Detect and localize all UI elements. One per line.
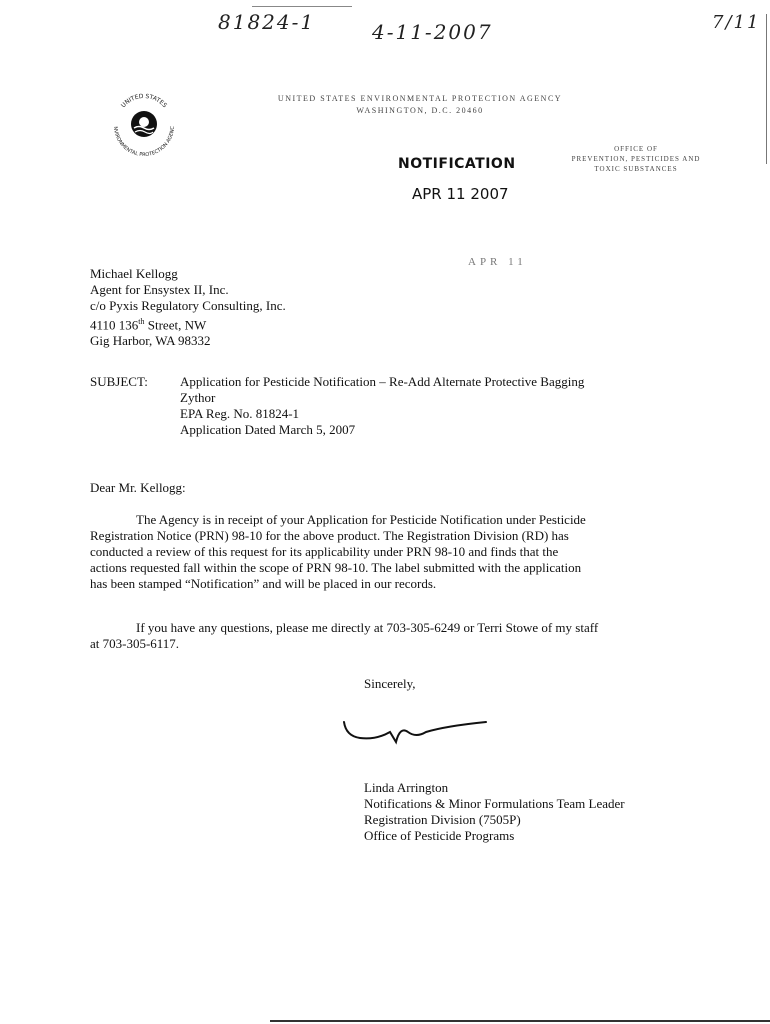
paragraph-2-line2: at 703-305-6117. [90, 636, 180, 651]
signature-icon [336, 712, 496, 752]
scan-bottom-line [270, 1020, 770, 1022]
subject-line1: Application for Pesticide Notification – Re-Add Alternate Protective Bagging [180, 374, 585, 389]
paragraph-1-line4: actions requested fall within the scope of PRN 98-10. The label submitted with the application [90, 560, 582, 575]
paragraph-1 [90, 512, 690, 592]
subject-line2: Zythor [180, 390, 216, 405]
signatory-division: Registration Division (7505P) [364, 812, 521, 827]
handwritten-date: 4-11-2007 [372, 20, 493, 44]
svg-text:UNITED STATES [120, 93, 168, 109]
date-stamp: APR 11 2007 [412, 185, 509, 203]
letterhead-office-line3: TOXIC SUBSTANCES [594, 165, 678, 173]
letterhead-office-line1: OFFICE OF [614, 145, 658, 153]
paragraph-2-line1: If you have any questions, please me directly at 703-305-6249 or Terri Stowe of my staff [136, 620, 599, 635]
subject-block [180, 374, 584, 438]
street-number: 4110 136 [90, 317, 139, 333]
handwritten-reg-number: 81824-1 [218, 10, 316, 34]
subject-label: SUBJECT: [90, 374, 148, 389]
top-rule [252, 6, 352, 7]
paragraph-2 [90, 620, 690, 652]
paragraph-1-line1: The Agency is in receipt of your Application for Pesticide Notification under Pesticide [136, 512, 586, 527]
addressee-city: Gig Harbor, WA 98332 [90, 333, 211, 349]
signatory-title: Notifications & Minor Formulations Team Leader [364, 796, 625, 811]
street-name: Street, NW [144, 317, 207, 333]
subject-line3: EPA Reg. No. 81824-1 [180, 406, 300, 421]
faint-stamp-mark: APR 11 [468, 256, 527, 268]
epa-seal-icon [104, 84, 184, 164]
addressee-line3: c/o Pyxis Regulatory Consulting, Inc. [90, 298, 286, 313]
letterhead-city: WASHINGTON, D.C. 20460 [356, 106, 484, 115]
handwritten-page-mark: 7/11 [712, 12, 761, 33]
paragraph-1-line5: has been stamped “Notification” and will be placed in our records. [90, 576, 437, 591]
paragraph-1-line2: Registration Notice (PRN) 98-10 for the above product. The Registration Division (RD) has [90, 528, 569, 543]
street-suffix-sup: th [138, 317, 145, 326]
closing: Sincerely, [364, 676, 416, 691]
notification-stamp: NOTIFICATION [398, 156, 516, 172]
addressee-name: Michael Kellogg [90, 266, 178, 281]
seal-text-top: UNITED STATES [119, 92, 169, 110]
addressee-block [90, 266, 286, 349]
signatory-block [364, 780, 625, 844]
addressee-street [90, 314, 286, 333]
addressee-line2: Agent for Ensystex II, Inc. [90, 282, 229, 297]
paragraph-1-line3: conducted a review of this request for its applicability under PRN 98-10 and finds that the [90, 544, 559, 559]
signatory-office: Office of Pesticide Programs [364, 828, 515, 843]
salutation: Dear Mr. Kellogg: [90, 480, 186, 495]
signatory-name: Linda Arrington [364, 780, 449, 795]
seal-text-bottom: NVIRONMENTAL PROTECTION AGENC [111, 126, 177, 159]
letterhead-office-line2: PREVENTION, PESTICIDES AND [571, 155, 701, 163]
subject-line4: Application Dated March 5, 2007 [180, 422, 356, 437]
letterhead-agency: UNITED STATES ENVIRONMENTAL PROTECTION AGENCY [277, 94, 563, 103]
scan-edge-line [766, 14, 767, 164]
